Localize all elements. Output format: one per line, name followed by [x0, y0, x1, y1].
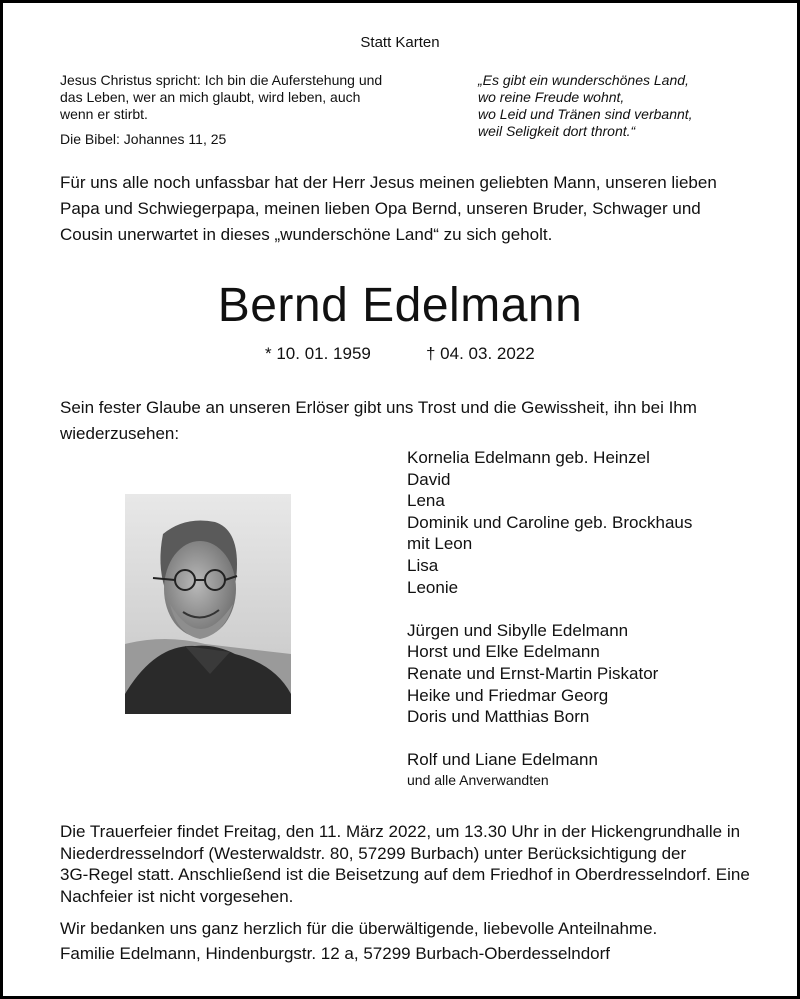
funeral-line: Die Trauerfeier findet Freitag, den 11. März 2022, um 13.30 Uhr in der Hickengrundhalle in — [60, 822, 741, 841]
intro-text — [60, 170, 760, 248]
funeral-line: Niederdresselndorf (Westerwaldstr. 80, 57299 Burbach) unter Berücksichtigung der — [60, 843, 687, 863]
bible-quote-source: Die Bibel: Johannes 11, 25 — [60, 131, 227, 147]
family-list — [407, 447, 692, 789]
family-group-gap — [407, 728, 692, 750]
family-member: Doris und Matthias Born — [407, 707, 590, 727]
funeral-text — [60, 821, 760, 907]
intro-line: Für uns alle noch unfassbar hat der Herr Jesus meinen geliebten Mann, unseren lieben — [60, 173, 717, 192]
family-member: Horst und Elke Edelmann — [407, 642, 600, 662]
family-group-gap — [407, 598, 692, 620]
family-member: Lisa — [407, 555, 439, 575]
poem-line: wo reine Freude wohnt, — [478, 89, 625, 105]
birth-date: * 10. 01. 1959 — [265, 344, 371, 363]
poem-line: wo Leid und Tränen sind verbannt, — [478, 106, 693, 122]
notice-header: Statt Karten — [360, 34, 440, 51]
funeral-line: 3G-Regel statt. Anschließend ist die Beisetzung auf dem Friedhof in Oberdresselndorf. Eine — [60, 865, 750, 884]
faith-line: wiederzusehen: — [60, 424, 180, 443]
bible-quote — [60, 72, 420, 148]
family-member: Kornelia Edelmann geb. Heinzel — [407, 448, 650, 467]
family-member: Leonie — [407, 577, 459, 597]
family-member: Renate und Ernst-Martin Piskator — [407, 663, 659, 683]
family-member: mit Leon — [407, 534, 473, 554]
family-member: Rolf und Liane Edelmann — [407, 750, 598, 770]
family-address: Familie Edelmann, Hindenburgstr. 12 a, 57299 Burbach-Oberdesselndorf — [60, 944, 610, 963]
death-date: † 04. 03. 2022 — [426, 344, 535, 363]
intro-line: Cousin unerwartet in dieses „wunderschöne Land“ zu sich geholt. — [60, 225, 553, 244]
bible-quote-line: Jesus Christus spricht: Ich bin die Auferstehung und — [60, 72, 383, 88]
poem-line: „Es gibt ein wunderschönes Land, — [478, 72, 689, 88]
bible-quote-line: das Leben, wer an mich glaubt, wird leben, auch — [60, 89, 361, 105]
deceased-name: Bernd Edelmann — [217, 279, 583, 332]
faith-line: Sein fester Glaube an unseren Erlöser gibt uns Trost und die Gewissheit, ihn bei Ihm — [60, 398, 697, 417]
family-others: und alle Anverwandten — [407, 771, 549, 788]
thanks-text: Wir bedanken uns ganz herzlich für die überwältigende, liebevolle Anteilnahme. — [60, 919, 658, 938]
family-member: Heike und Friedmar Georg — [407, 685, 609, 705]
family-member: Lena — [407, 491, 445, 511]
intro-line: Papa und Schwiegerpapa, meinen lieben Opa Bernd, unseren Bruder, Schwager und — [60, 199, 701, 218]
family-member: Dominik und Caroline geb. Brockhaus — [407, 512, 693, 532]
family-member: David — [407, 469, 451, 489]
funeral-line: Nachfeier ist nicht vorgesehen. — [60, 886, 294, 906]
faith-text — [60, 395, 760, 447]
poem — [478, 72, 778, 140]
portrait-photo — [125, 494, 291, 714]
poem-line: weil Seligkeit dort thront.“ — [478, 123, 636, 139]
bible-quote-line: wenn er stirbt. — [60, 106, 148, 122]
family-member: Jürgen und Sibylle Edelmann — [407, 620, 629, 640]
